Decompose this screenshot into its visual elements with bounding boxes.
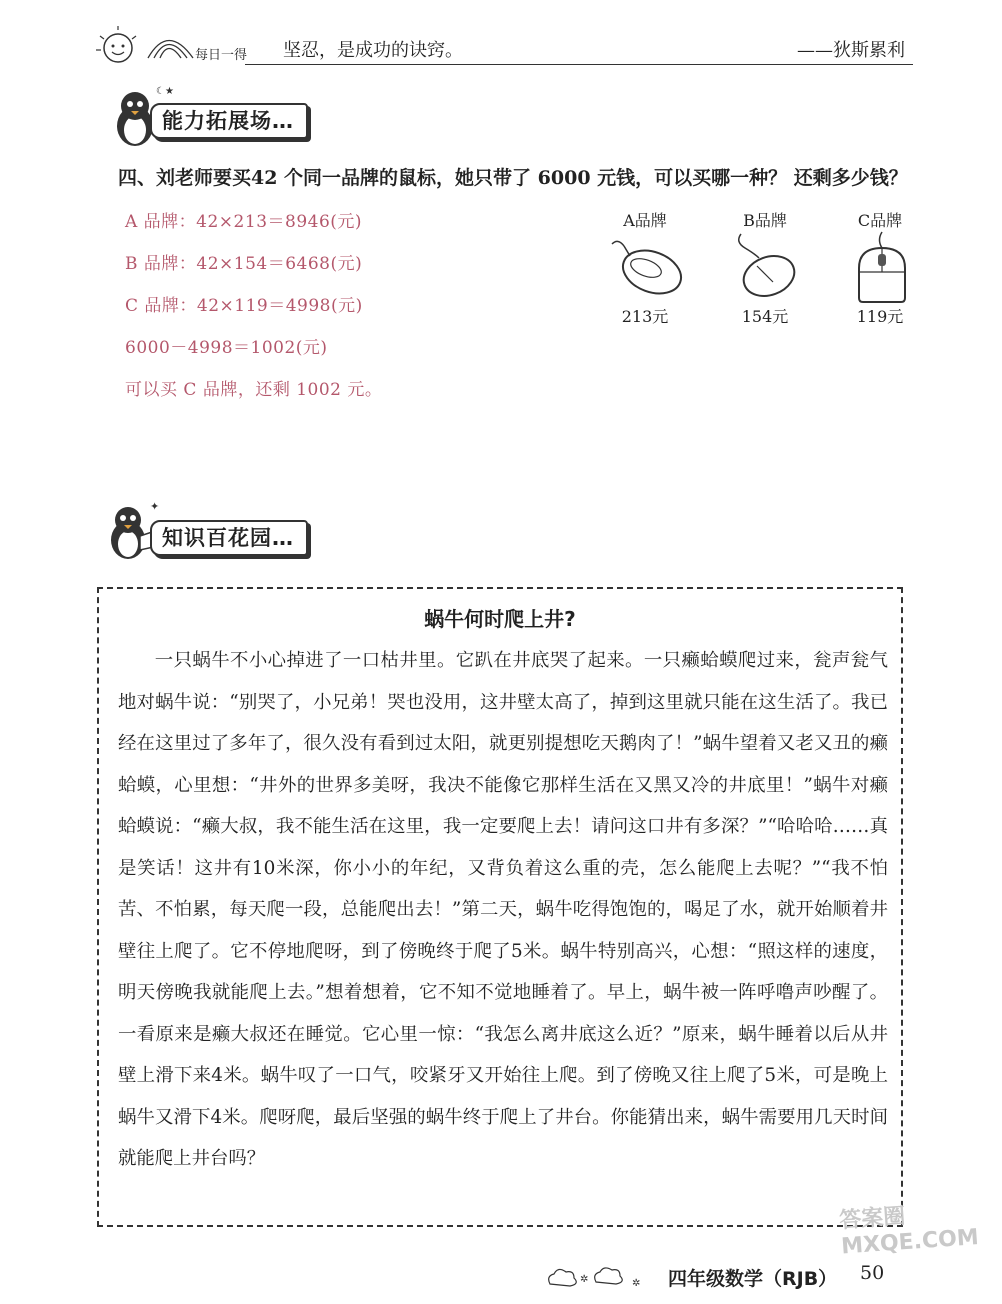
answer-line-c: C 品牌：42×119＝4998(元): [125, 296, 363, 316]
svg-text:☾★: ☾★: [156, 86, 174, 97]
mouse-c-icon: [855, 232, 910, 304]
header-quote: 坚忍，是成功的诀窍。: [283, 40, 463, 61]
svg-text:✲: ✲: [580, 1274, 589, 1285]
answer-line-conclusion: 可以买 C 品牌，还剩 1002 元。: [125, 380, 383, 400]
answer-line-b: B 品牌：42×154＝6468(元): [125, 254, 363, 274]
svg-text:✦: ✦: [150, 500, 160, 513]
brand-b-label: B品牌: [743, 211, 787, 230]
answer-line-diff: 6000－4998＝1002(元): [125, 338, 328, 358]
watermark: 答案圈 MXQE.COM: [838, 1204, 980, 1260]
brand-c-price: 119元: [856, 307, 904, 326]
svg-text:✲: ✲: [632, 1278, 641, 1289]
answer-line-a: A 品牌：42×213＝8946(元): [125, 212, 363, 232]
brand-c-label: C品牌: [857, 211, 903, 230]
mouse-b-icon: [733, 232, 798, 302]
brand-b-price: 154元: [741, 307, 789, 326]
brand-a-label: A品牌: [623, 211, 667, 230]
mouse-a-icon: [610, 238, 685, 298]
brand-a-price: 213元: [621, 307, 669, 326]
header-author: ——狄斯累利: [797, 40, 905, 61]
section-title-ability: 能力拓展场…: [150, 103, 308, 139]
clouds-stars-icon: [540, 1262, 660, 1292]
section-title-knowledge: 知识百花园…: [150, 520, 308, 556]
header-rule: [245, 64, 913, 65]
story-title: 蜗牛何时爬上井?: [424, 607, 576, 631]
daily-label: 每日一得: [195, 48, 248, 63]
question-4-text: 四、刘老师要买42 个同一品牌的鼠标，她只带了 6000 元钱，可以买哪一种？ 还剩多少钱？: [118, 167, 908, 189]
footer-grade-label: 四年级数学（RJB）: [668, 1268, 838, 1290]
story-body: [118, 640, 888, 1180]
page-number: 50: [860, 1262, 885, 1284]
story-paragraph: 一只蜗牛不小心掉进了一口枯井里。它趴在井底哭了起来。一只癞蛤蟆爬过来，瓮声瓮气地对蜗牛说：“别哭了，小兄弟！哭也没用，这井壁太高了，掉到这里就只能在这生活了。我已经在这里过了多年了，很久没有看到过太阳，就更别提想吃天鹅肉了！”蜗牛望着又老又丑的癞蛤蟆，心里想：“井外的世界多美呀，我决不能像它那样生活在又黑又冷的井底里！”蜗牛对癞蛤蟆说：“癞大叔，我不能生活在这里，我一定要爬上去！请问这口井有多深？”“哈哈哈……真是笑话！这井有10米深，你小小的年纪，又背负着这么重的壳，怎么能爬上去呢？”“我不怕苦、不怕累，每天爬一段，总能爬出去！”第二天，蜗牛吃得饱饱的，喝足了水，就开始顺着井壁往上爬了。它不停地爬呀，到了傍晚终于爬了5米。蜗牛特别高兴，心想：“照这样的速度，明天傍晚我就能爬上去。”想着想着，它不知不觉地睡着了。早上，蜗牛被一阵呼噜声吵醒了。一看原来是癞大叔还在睡觉。它心里一惊：“我怎么离井底这么近？”原来，蜗牛睡着以后从井壁上滑下来4米。蜗牛叹了一口气，咬紧牙又开始往上爬。到了傍晚又往上爬了5米，可是晚上蜗牛又滑下4米。爬呀爬，最后坚强的蜗牛终于爬上了井台。你能猜出来，蜗牛需要用几天时间就能爬上井台吗？: [118, 650, 888, 1169]
